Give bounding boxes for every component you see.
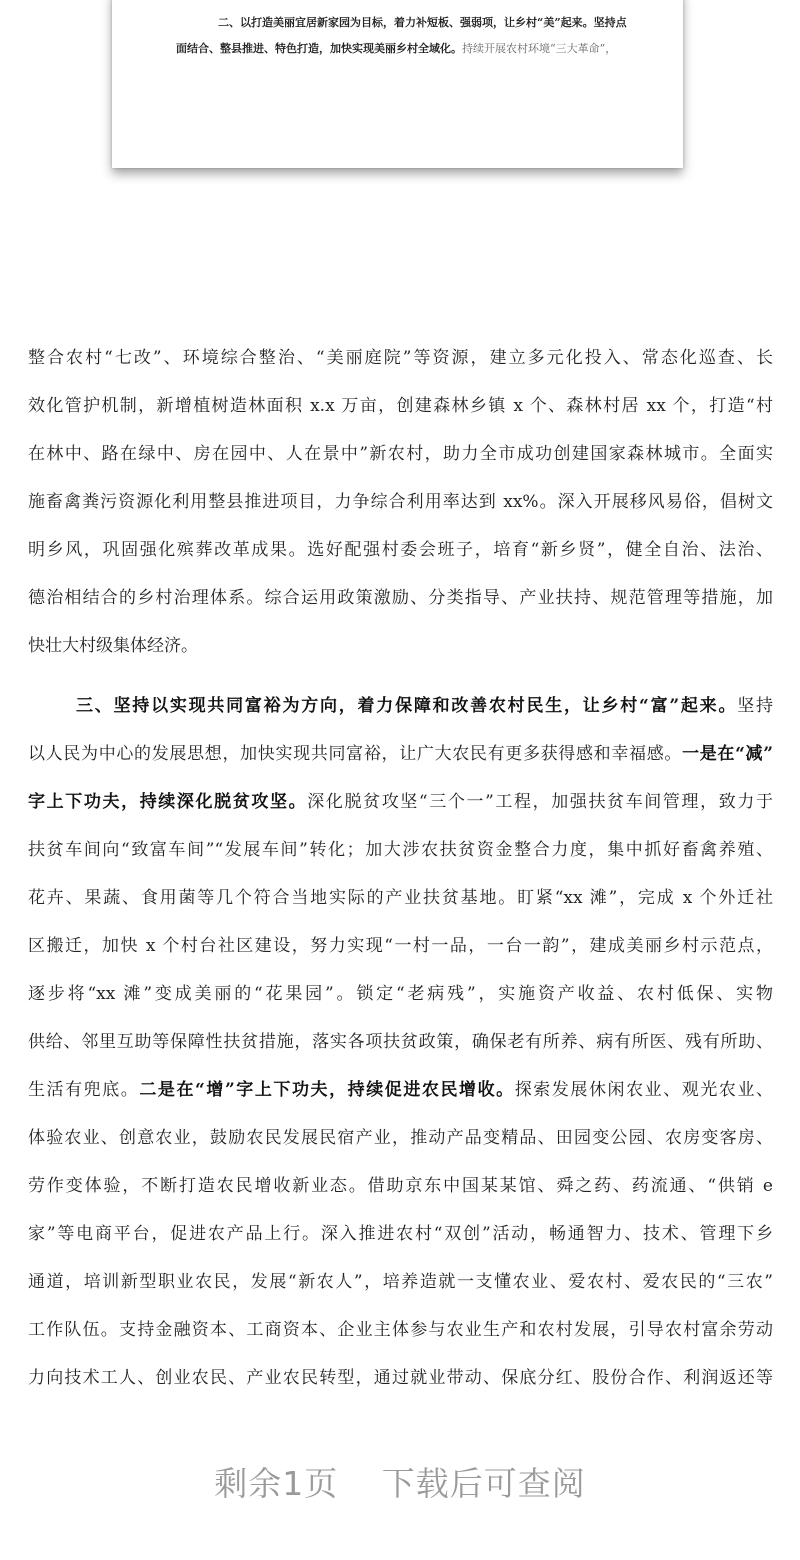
text-segment: 持续开展农村环境“三大革命”，	[462, 42, 617, 55]
bold-text-segment: 三、坚持以实现共同富裕为方向，着力保障和改善农村民生，让乡村“富”起来。	[76, 696, 738, 716]
paragraph-line	[28, 1030, 773, 1054]
text-segment: 工作队伍。支持金融资本、工商资本、企业主体参与农业生产和农村发展，引导农村富余劳动	[28, 1320, 773, 1340]
text-segment: 扶贫车间向“致富车间”“发展车间”转化；加大涉农扶贫资金整合力度，集中抓好畜禽养殖、	[28, 840, 773, 860]
paragraph-line	[28, 1174, 773, 1198]
download-hint-label: 下载后可查阅	[381, 1464, 586, 1503]
download-prompt[interactable]	[0, 1458, 800, 1505]
text-segment: 在林中、路在绿中、房在园中、人在景中”新农村，助力全市成功创建国家森林城市。全面实	[28, 444, 773, 464]
paragraph-line	[28, 790, 773, 814]
paragraph-line	[28, 886, 773, 910]
paragraph-line	[28, 838, 773, 862]
text-segment: 花卉、果蔬、食用菌等几个符合当地实际的产业扶贫基地。盯紧“xx 滩”，完成 x 个外迁社	[28, 888, 773, 908]
text-segment: 生活有兜底。	[28, 1080, 140, 1100]
preview-text-line	[176, 40, 616, 56]
paragraph-line	[28, 1078, 773, 1102]
text-segment: 效化管护机制，新增植树造林面积 x.x 万亩，创建森林乡镇 x 个、森林村居 xx 个，打造“村	[28, 396, 773, 416]
paragraph-line	[28, 934, 773, 958]
text-segment: 以人民为中心的发展思想，加快实现共同富裕，让广大农民有更多获得感和幸福感。	[28, 744, 683, 764]
text-segment: 德治相结合的乡村治理体系。综合运用政策激励、分类指导、产业扶持、规范管理等措施，加	[28, 588, 773, 608]
text-segment: 深化脱贫攻坚“三个一”工程，加强扶贫车间管理，致力于	[307, 792, 773, 812]
text-segment: 明乡风，巩固强化殡葬改革成果。选好配强村委会班子，培育“新乡贤”，健全自治、法治、	[28, 540, 773, 560]
text-segment: 整合农村“七改”、环境综合整治、“美丽庭院”等资源，建立多元化投入、常态化巡查、长	[28, 348, 773, 368]
paragraph-line	[28, 394, 773, 418]
paragraph-line	[76, 694, 773, 718]
text-segment: 劳作变体验，不断打造农民增收新业态。借助京东中国某某馆、舜之药、药流通、“供销 e	[28, 1176, 773, 1196]
text-segment: 供给、邻里互助等保障性扶贫措施，落实各项扶贫政策，确保老有所养、病有所医、残有所助、	[28, 1032, 773, 1052]
paragraph-line	[28, 442, 773, 466]
text-segment: 坚持	[737, 696, 774, 716]
paragraph-line	[28, 586, 773, 610]
bold-text-segment: 二是在“增”字上下功夫，持续促进农民增收。	[139, 1080, 515, 1100]
text-segment: 体验农业、创意农业，鼓励农民发展民宿产业，推动产品变精品、田园变公园、农房变客房、	[28, 1128, 773, 1148]
paragraph-line	[28, 742, 773, 766]
text-segment: 二、以打造美丽宜居新家园为目标，着力补短板、强弱项，让乡村“美”起来。坚持点	[218, 16, 627, 29]
paragraph-line	[28, 982, 773, 1006]
paragraph-line	[28, 1222, 773, 1246]
text-segment: 面结合、整县推进、特色打造，加快实现美丽乡村全域化。	[176, 42, 462, 55]
preview-page-card	[112, 0, 683, 168]
remaining-pages-label: 剩余1页	[214, 1464, 339, 1503]
text-segment: 探索发展休闲农业、观光农业、	[514, 1080, 774, 1100]
text-segment: 力向技术工人、创业农民、产业农民转型，通过就业带动、保底分红、股份合作、利润返还等	[28, 1368, 773, 1388]
text-segment: 通道，培训新型职业农民，发展“新农人”，培养造就一支懂农业、爱农村、爱农民的“三农”	[28, 1272, 773, 1292]
paragraph-line	[28, 1318, 773, 1342]
paragraph-line	[28, 1366, 773, 1390]
paragraph-line	[28, 1126, 773, 1150]
bold-text-segment: 一是在“减”	[682, 744, 774, 764]
text-segment: 快壮大村级集体经济。	[28, 636, 198, 656]
paragraph-line	[28, 490, 773, 514]
bold-text-segment: 字上下功夫，持续深化脱贫攻坚。	[28, 792, 308, 812]
text-segment: 家”等电商平台，促进农产品上行。深入推进农村“双创”活动，畅通智力、技术、管理下乡	[28, 1224, 773, 1244]
paragraph-line	[28, 538, 773, 562]
text-segment: 区搬迁，加快 x 个村台社区建设，努力实现“一村一品，一台一韵”，建成美丽乡村示范点，	[28, 936, 773, 956]
text-segment: 逐步将“xx 滩”变成美丽的“花果园”。锁定“老病残”，实施资产收益、农村低保、实物	[28, 984, 773, 1004]
paragraph-line	[28, 1270, 773, 1294]
paragraph-line	[28, 634, 773, 658]
paragraph-line	[28, 346, 773, 370]
preview-text-line	[218, 14, 627, 30]
text-segment: 施畜禽粪污资源化利用整县推进项目，力争综合利用率达到 xx%。深入开展移风易俗，倡树文	[28, 492, 773, 512]
